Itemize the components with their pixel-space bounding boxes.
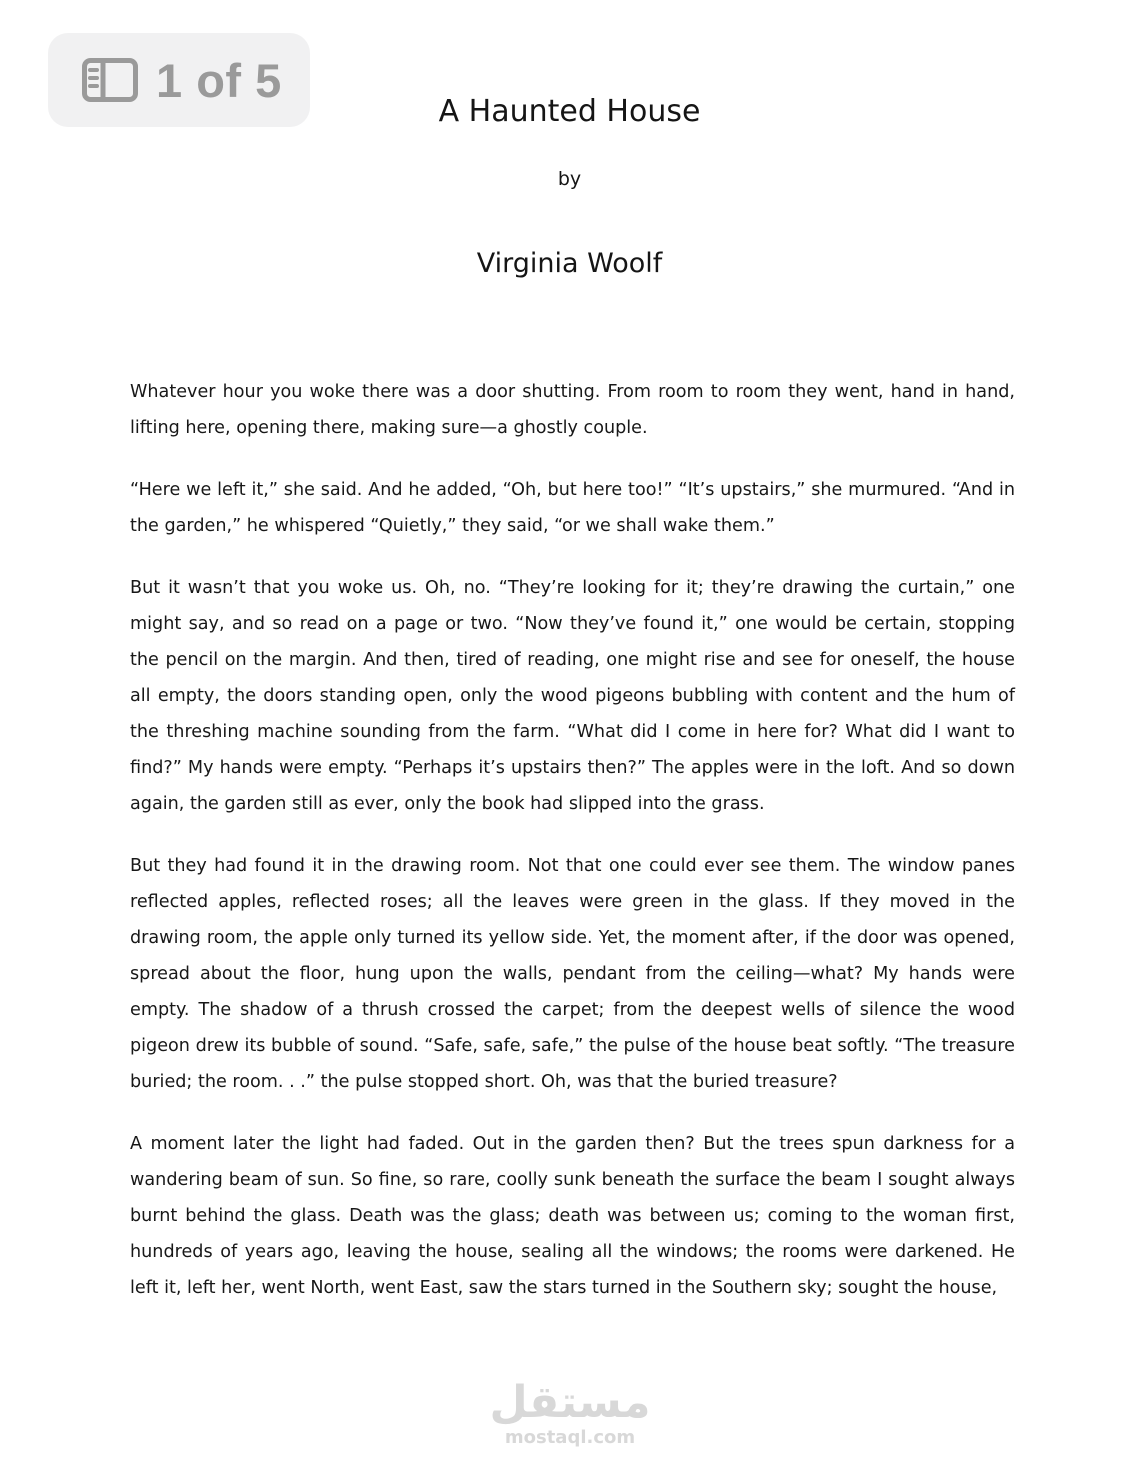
document-title: A Haunted House bbox=[438, 94, 701, 129]
document-body bbox=[130, 374, 1015, 1332]
paragraph: But they had found it in the drawing room. Not that one could ever see them. The window panes reflected apples, reflected roses; all the leaves were green in the glass. If they moved in the drawing room, the apple only turned its yellow side. Yet, the moment after, if the door was opened, spread about the floor, hung upon the walls, pendant from the ceiling—what? My hands were empty. The shadow of a thrush crossed the carpet; from the deepest wells of silence the wood pigeon drew its bubble of sound. “Safe, safe, safe,” the pulse of the house beat softly. “The treasure buried; the room. . .” the pulse stopped short. Oh, was that the buried treasure? bbox=[130, 856, 1015, 1092]
paragraph: “Here we left it,” she said. And he added, “Oh, but here too!” “It’s upstairs,” she murmured. “And in the garden,” he whispered “Quietly,” they said, “or we shall wake them.” bbox=[130, 480, 1015, 536]
paragraph: Whatever hour you woke there was a door shutting. From room to room they went, hand in hand, lifting here, opening there, making sure—a ghostly couple. bbox=[130, 382, 1015, 438]
author-name: Virginia Woolf bbox=[476, 248, 663, 279]
byline: by bbox=[557, 168, 582, 190]
paragraph: A moment later the light had faded. Out in the garden then? But the trees spun darkness for a wandering beam of sun. So fine, so rare, coolly sunk beneath the surface the beam I sought always burnt behind the glass. Death was the glass; death was between us; coming to the woman first, hundreds of years ago, leaving the house, sealing all the windows; the rooms were darkened. He left it, left her, went North, went East, saw the stars turned in the Southern sky; sought the house, bbox=[130, 1134, 1015, 1298]
paragraph: But it wasn’t that you woke us. Oh, no. “They’re looking for it; they’re drawing the curtain,” one might say, and so read on a page or two. “Now they’ve found it,” one would be certain, stopping the pencil on the margin. And then, tired of reading, one might rise and see for oneself, the house all empty, the doors standing open, only the wood pigeons bubbling with content and the hum of the threshing machine sounding from the farm. “What did I come in here for? What did I want to find?” My hands were empty. “Perhaps it’s upstairs then?” The apples were in the loft. And so down again, the garden still as ever, only the book had slipped into the grass. bbox=[130, 578, 1015, 814]
watermark-domain: mostaql.com bbox=[504, 1427, 636, 1448]
watermark bbox=[470, 1378, 670, 1448]
page-count-label: 1 of 5 bbox=[156, 53, 282, 107]
watermark-logo: مستقل bbox=[489, 1377, 651, 1428]
